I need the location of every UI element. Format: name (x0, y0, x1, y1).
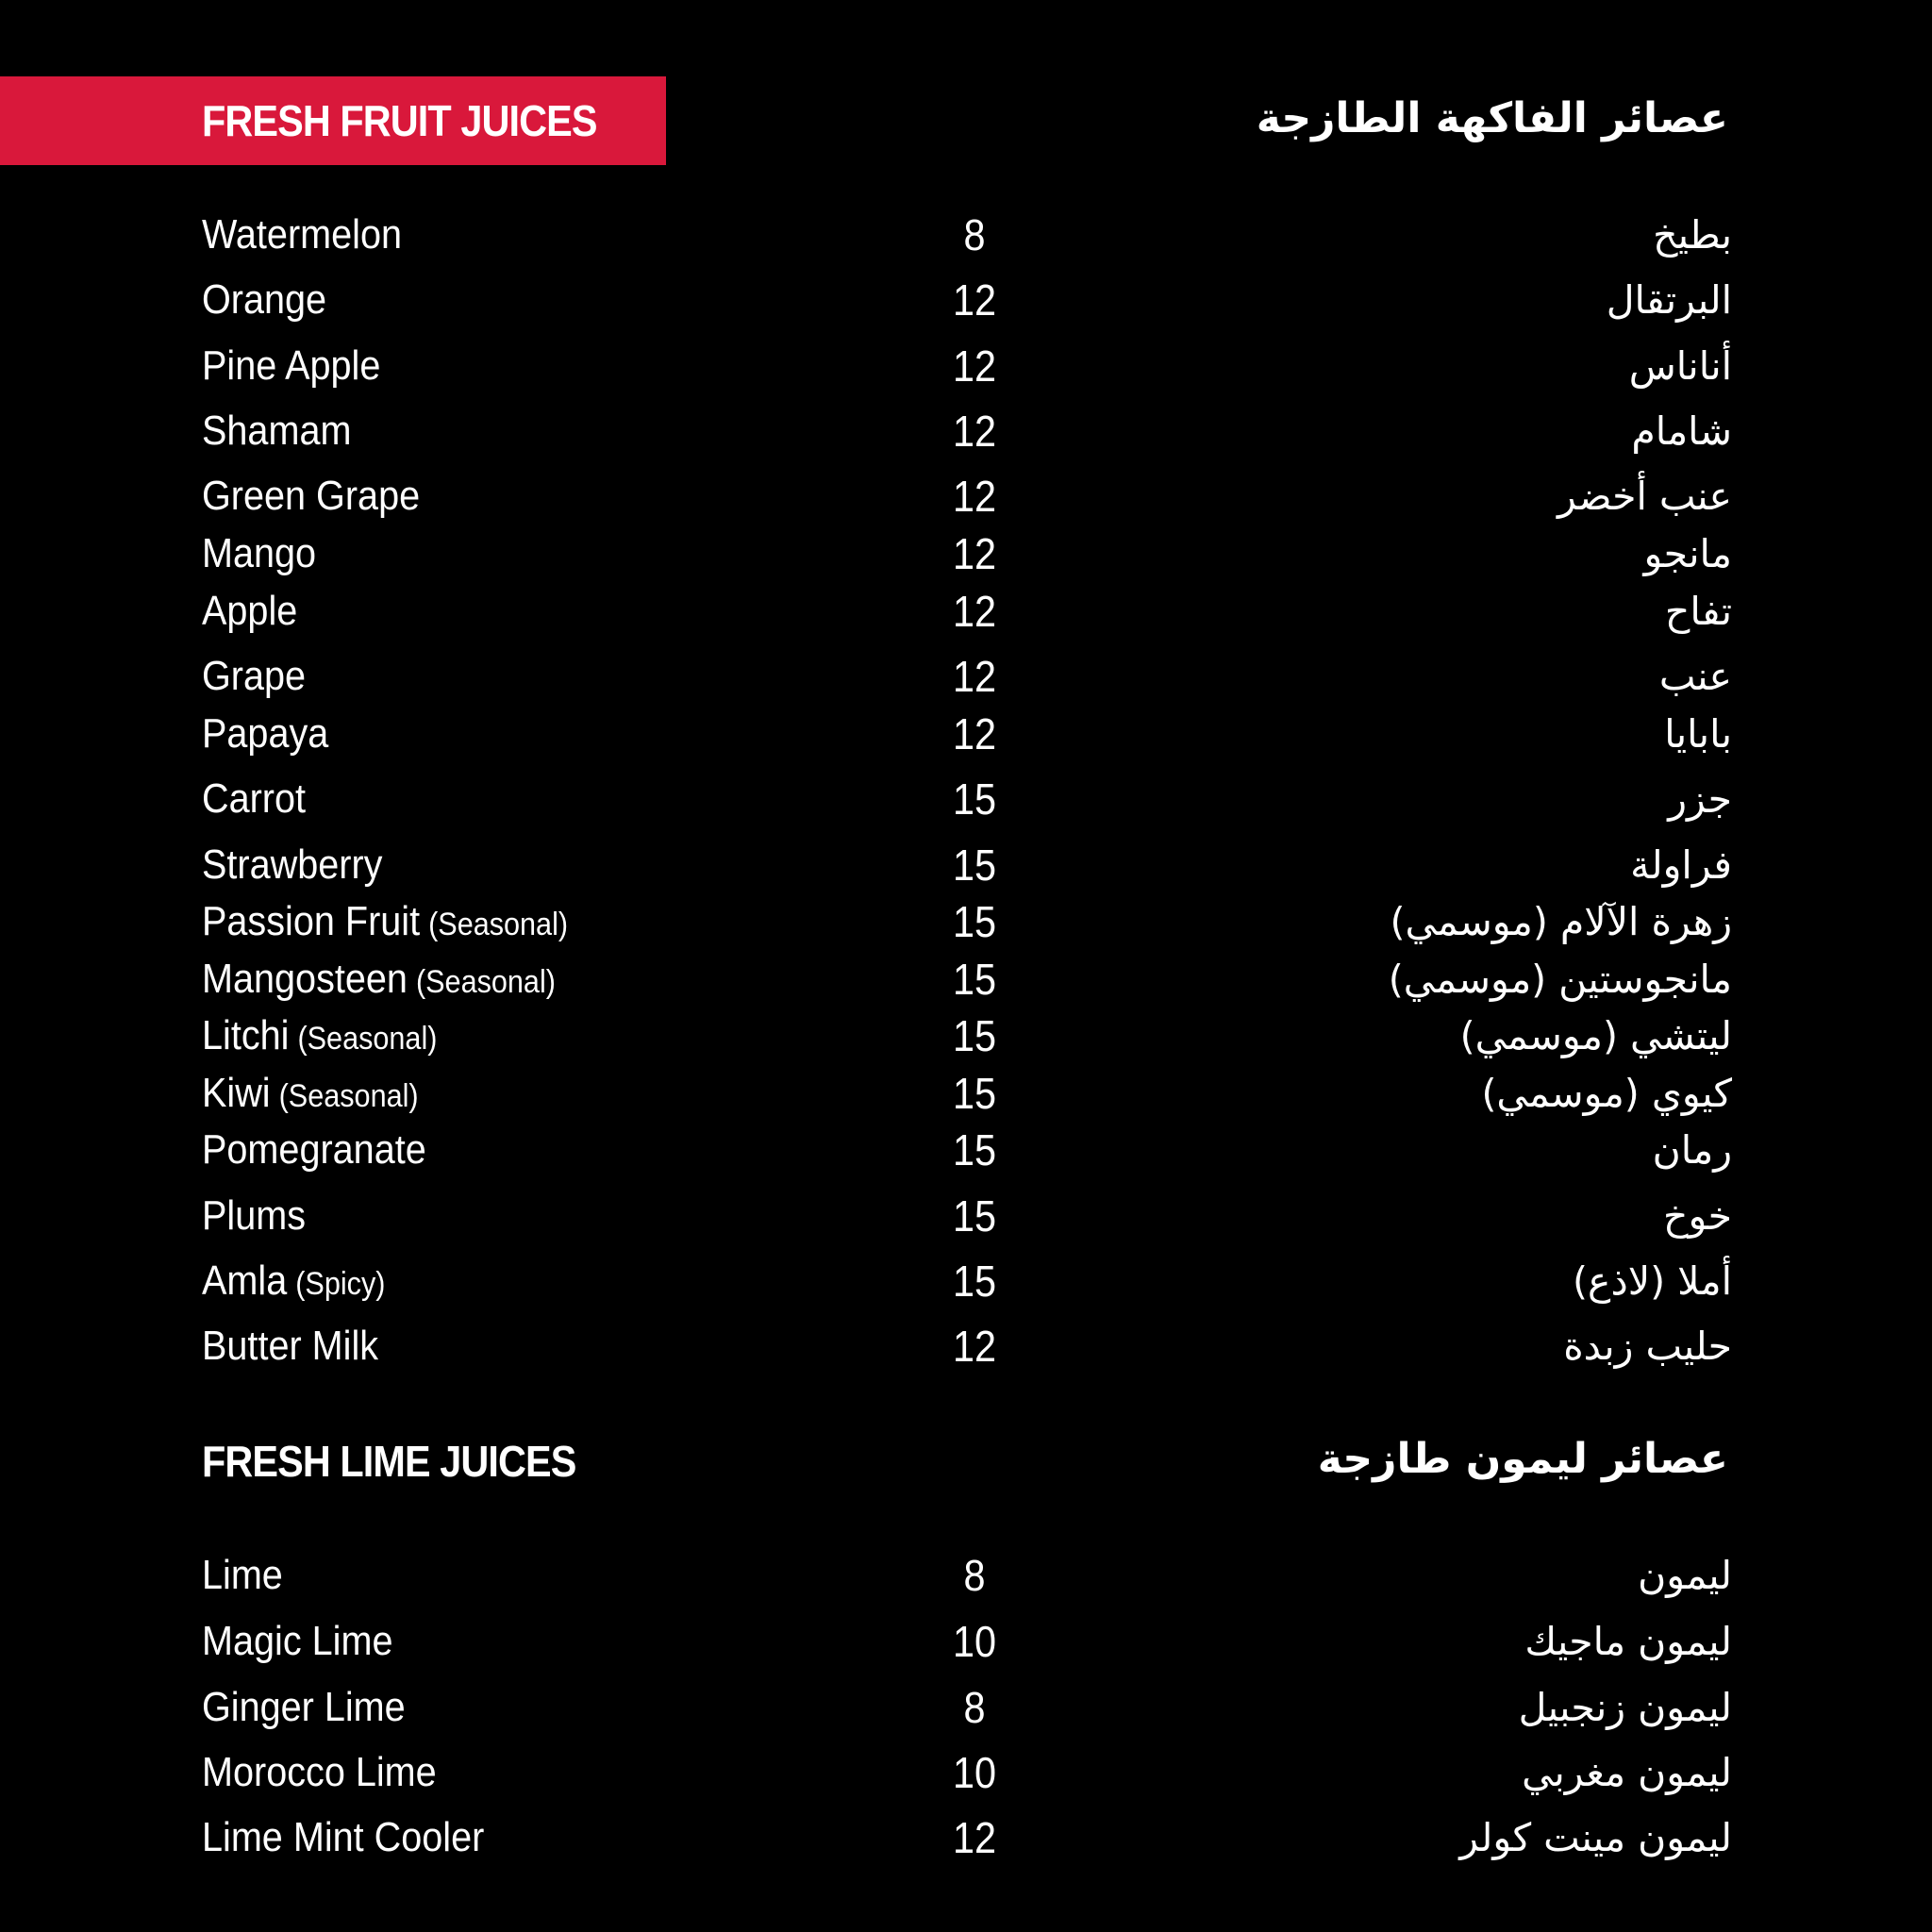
item-name-text: Plums (202, 1192, 307, 1239)
menu-item-row (0, 525, 1932, 582)
item-name-en (202, 837, 382, 893)
item-name-ar: تفاح (1664, 589, 1732, 634)
item-name-ar: فراولة (1630, 842, 1732, 888)
menu-item-row (0, 706, 1932, 762)
item-name-text: Carrot (202, 775, 307, 822)
item-name-text: Ginger Lime (202, 1684, 406, 1730)
item-name-ar: شامام (1631, 408, 1732, 454)
menu-item-row (0, 1122, 1932, 1178)
item-price: 15 (952, 1069, 997, 1118)
item-price: 15 (952, 774, 997, 824)
item-name-en (202, 893, 568, 950)
item-name-text: Green Grape (202, 473, 421, 519)
item-note: (Seasonal) (415, 964, 556, 1000)
item-name-ar: أملا (لاذع) (1573, 1258, 1732, 1304)
item-name-en (202, 207, 402, 263)
item-name-text: Pomegranate (202, 1126, 426, 1173)
item-price: 15 (952, 955, 997, 1004)
item-price: 8 (963, 1551, 986, 1600)
item-price: 12 (952, 529, 997, 578)
item-name-ar: ليمون (1638, 1553, 1732, 1598)
item-name-en (202, 771, 306, 827)
item-price: 10 (952, 1617, 997, 1666)
item-price: 12 (952, 275, 997, 325)
item-name-en (202, 338, 380, 394)
item-name-en (202, 403, 351, 459)
item-note: (Seasonal) (428, 907, 569, 942)
item-name-ar: ليمون مغربي (1522, 1750, 1732, 1795)
item-name-text: Pine Apple (202, 342, 381, 389)
item-name-en (202, 1547, 283, 1604)
item-name-en (202, 272, 326, 328)
item-name-en (202, 1253, 385, 1309)
item-name-text: Grape (202, 653, 307, 699)
item-name-ar: ليتشي (موسمي) (1459, 1013, 1732, 1058)
item-name-en (202, 951, 556, 1008)
item-price: 12 (952, 652, 997, 701)
menu-item-row (0, 468, 1932, 525)
menu-item-row (0, 1679, 1932, 1736)
item-price: 8 (963, 210, 986, 259)
item-name-text: Mangosteen (202, 956, 408, 1002)
item-name-text: Litchi (202, 1012, 290, 1058)
item-name-text: Lime (202, 1552, 283, 1598)
item-name-ar: زهرة الآلام (موسمي) (1390, 899, 1732, 944)
item-note: (Spicy) (295, 1266, 386, 1302)
item-name-ar: جزر (1668, 776, 1732, 822)
menu-item-row (0, 272, 1932, 328)
item-price: 8 (963, 1683, 986, 1732)
item-name-ar: ليمون زنجبيل (1518, 1685, 1732, 1730)
item-name-ar: حليب زبدة (1563, 1324, 1732, 1369)
section-title-ar: عصائر ليمون طازجة (1317, 1435, 1728, 1483)
item-note: (Seasonal) (297, 1021, 438, 1057)
menu-item-row (0, 1547, 1932, 1604)
item-price: 12 (952, 1322, 997, 1371)
menu-item-row (0, 648, 1932, 705)
section-title-ar: عصائر الفاكهة الطازجة (1256, 94, 1728, 142)
item-name-text: Papaya (202, 710, 329, 757)
item-name-en (202, 1008, 437, 1064)
item-name-ar: أناناس (1628, 343, 1732, 389)
item-name-text: Shamam (202, 408, 352, 454)
item-name-en (202, 1613, 392, 1670)
item-name-text: Butter Milk (202, 1323, 379, 1369)
menu-item-row (0, 1188, 1932, 1244)
item-price: 12 (952, 341, 997, 391)
menu-item-row (0, 1253, 1932, 1309)
item-price: 15 (952, 1191, 997, 1241)
menu-item-row (0, 207, 1932, 263)
section-title-en: FRESH FRUIT JUICES (202, 96, 597, 145)
menu-item-row (0, 1613, 1932, 1670)
item-name-text: Mango (202, 530, 317, 576)
menu-item-row (0, 1809, 1932, 1866)
item-name-en (202, 468, 420, 525)
item-name-ar: ليمون مينت كولر (1459, 1815, 1732, 1860)
item-price: 15 (952, 897, 997, 946)
menu-item-row (0, 1065, 1932, 1122)
item-price: 12 (952, 472, 997, 521)
item-price: 10 (952, 1748, 997, 1797)
item-name-en (202, 583, 297, 640)
item-name-en (202, 1744, 437, 1801)
item-name-en (202, 1188, 306, 1244)
item-name-text: Amla (202, 1257, 288, 1304)
item-price: 12 (952, 587, 997, 636)
item-name-ar: البرتقال (1606, 277, 1732, 323)
menu-item-row (0, 403, 1932, 459)
item-name-en (202, 1679, 406, 1736)
item-price: 12 (952, 407, 997, 456)
menu-item-row (0, 951, 1932, 1008)
item-price: 12 (952, 1813, 997, 1862)
menu-item-row (0, 771, 1932, 827)
item-name-ar: كيوي (موسمي) (1481, 1071, 1732, 1116)
item-name-text: Strawberry (202, 841, 383, 888)
menu-item-row (0, 338, 1932, 394)
item-name-ar: عنب أخضر (1557, 474, 1732, 519)
item-name-en (202, 706, 328, 762)
item-name-text: Passion Fruit (202, 898, 421, 944)
menu-item-row (0, 1744, 1932, 1801)
item-name-ar: مانجو (1643, 531, 1732, 576)
item-name-text: Apple (202, 588, 298, 634)
item-name-ar: مانجوستين (موسمي) (1388, 957, 1732, 1002)
item-price: 15 (952, 1011, 997, 1060)
item-price: 15 (952, 1125, 997, 1174)
item-name-text: Magic Lime (202, 1618, 393, 1664)
menu-item-row (0, 893, 1932, 950)
item-name-ar: رمان (1652, 1127, 1732, 1173)
item-price: 15 (952, 1257, 997, 1306)
menu-item-row (0, 1008, 1932, 1064)
item-price: 12 (952, 709, 997, 758)
menu-item-row (0, 837, 1932, 893)
item-name-text: Lime Mint Cooler (202, 1814, 485, 1860)
item-name-ar: عنب (1658, 654, 1732, 699)
item-name-text: Orange (202, 276, 327, 323)
menu-item-row (0, 583, 1932, 640)
item-price: 15 (952, 841, 997, 890)
item-name-ar: خوخ (1663, 1193, 1732, 1239)
item-name-en (202, 1318, 378, 1374)
item-name-en (202, 1065, 419, 1122)
item-name-en (202, 1809, 484, 1866)
item-note: (Seasonal) (278, 1078, 419, 1114)
item-name-text: Morocco Lime (202, 1749, 437, 1795)
item-name-text: Watermelon (202, 211, 403, 258)
item-name-en (202, 648, 306, 705)
item-name-ar: بطيخ (1653, 212, 1732, 258)
item-name-ar: ليمون ماجيك (1524, 1619, 1732, 1664)
item-name-ar: بابايا (1664, 711, 1732, 757)
item-name-text: Kiwi (202, 1070, 271, 1116)
menu-item-row (0, 1318, 1932, 1374)
item-name-en (202, 525, 316, 582)
item-name-en (202, 1122, 426, 1178)
section-title-en: FRESH LIME JUICES (202, 1437, 576, 1486)
